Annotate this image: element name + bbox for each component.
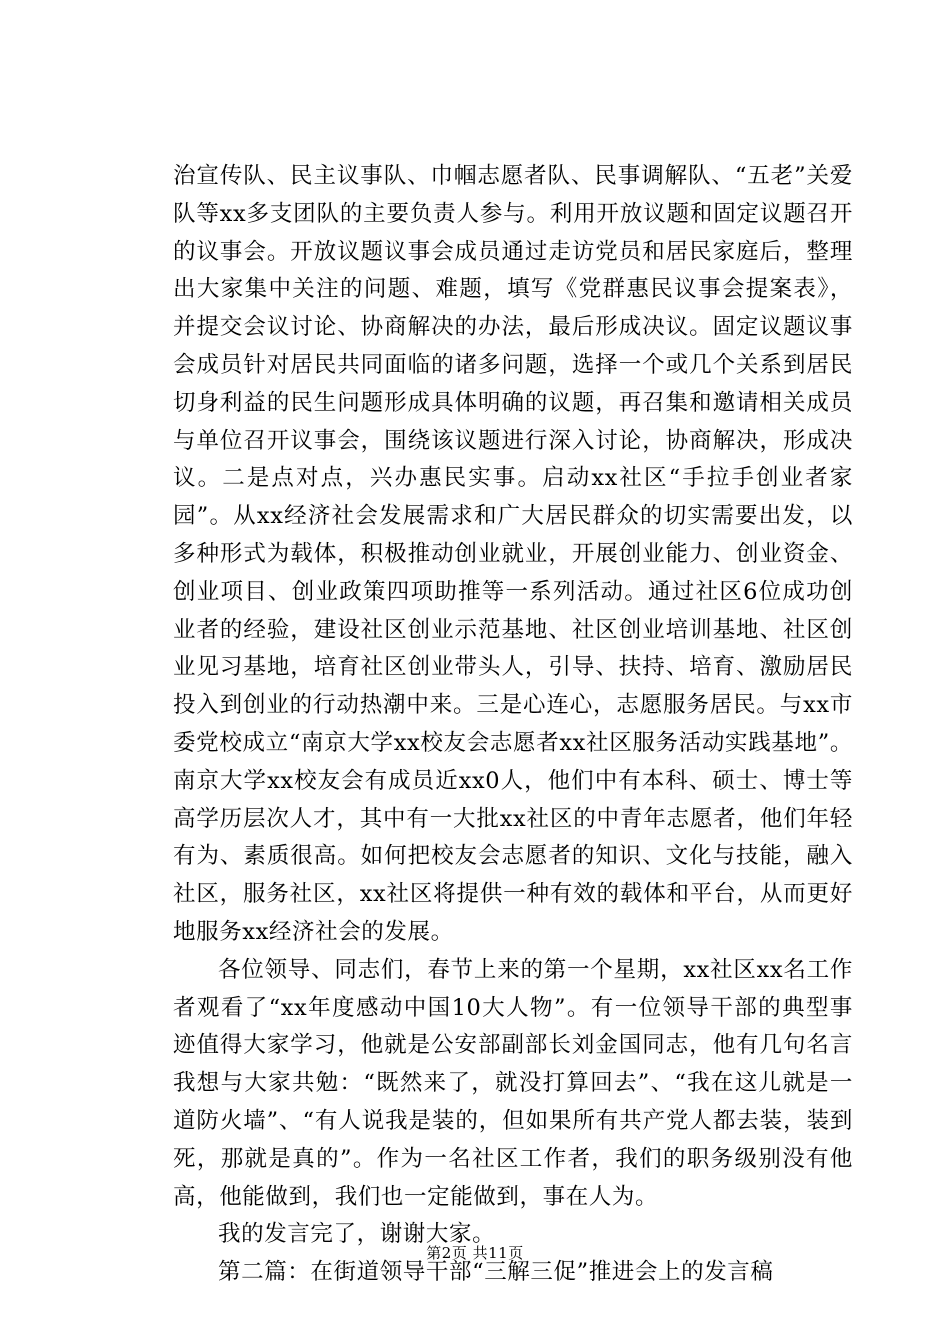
paragraph-leaders: 各位领导、同志们，春节上来的第一个星期，xx社区xx名工作者观看了“xx年度感动中国10大人物”。有一位领导干部的典型事迹值得大家学习，他就是公安部副部长刘金国同志，他有几句名言我想与大家共勉：“既然来了，就没打算回去”、“我在这儿就是一道防火墙”、“有人说我是装的，但如果所有共产党人都去装，装到死，那就是真的”。作为一名社区工作者，我们的职务级别没有他高，他能做到，我们也一定能做到，事在人为。 [173,956,853,1210]
page-footer: 第2页 共11页 [426,1244,524,1262]
next-section-heading: 第二篇：在街道领导干部“三解三促”推进会上的发言稿 [218,1259,774,1286]
paragraph-continuation: 治宣传队、民主议事队、巾帼志愿者队、民事调解队、“五老”关爱队等xx多支团队的主要负责人参与。利用开放议题和固定议题召开的议事会。开放议题议事会成员通过走访党员和居民家庭后，整理出大家集中关注的问题、难题，填写《党群惠民议事会提案表》，并提交会议讨论、协商解决的办法，最后形成决议。固定议题议事会成员针对居民共同面临的诸多问题，选择一个或几个关系到居民切身利益的民生问题形成具体明确的议题，再召集和邀请相关成员与单位召开议事会，围绕该议题进行深入讨论，协商解决，形成决议。二是点对点，兴办惠民实事。启动xx社区“手拉手创业者家园”。从xx经济社会发展需求和广大居民群众的切实需要出发，以多种形式为载体，积极推动创业就业，开展创业能力、创业资金、创业项目、创业政策四项助推等一系列活动。通过社区6位成功创业者的经验，建设社区创业示范基地、社区创业培训基地、社区创业见习基地，培育社区创业带头人，引导、扶持、培育、激励居民投入到创业的行动热潮中来。三是心连心，志愿服务居民。与xx市委党校成立“南京大学xx校友会志愿者xx社区服务活动实践基地”。南京大学xx校友会有成员近xx0人，他们中有本科、硕士、博士等高学历层次人才，其中有一大批xx社区的中青年志愿者，他们年轻有为、素质很高。如何把校友会志愿者的知识、文化与技能，融入社区，服务社区，xx社区将提供一种有效的载体和平台，从而更好地服务xx经济社会的发展。 [173,163,853,945]
document-body [173,158,853,1292]
paragraph-closing: 我的发言完了，谢谢大家。 [218,1221,496,1248]
